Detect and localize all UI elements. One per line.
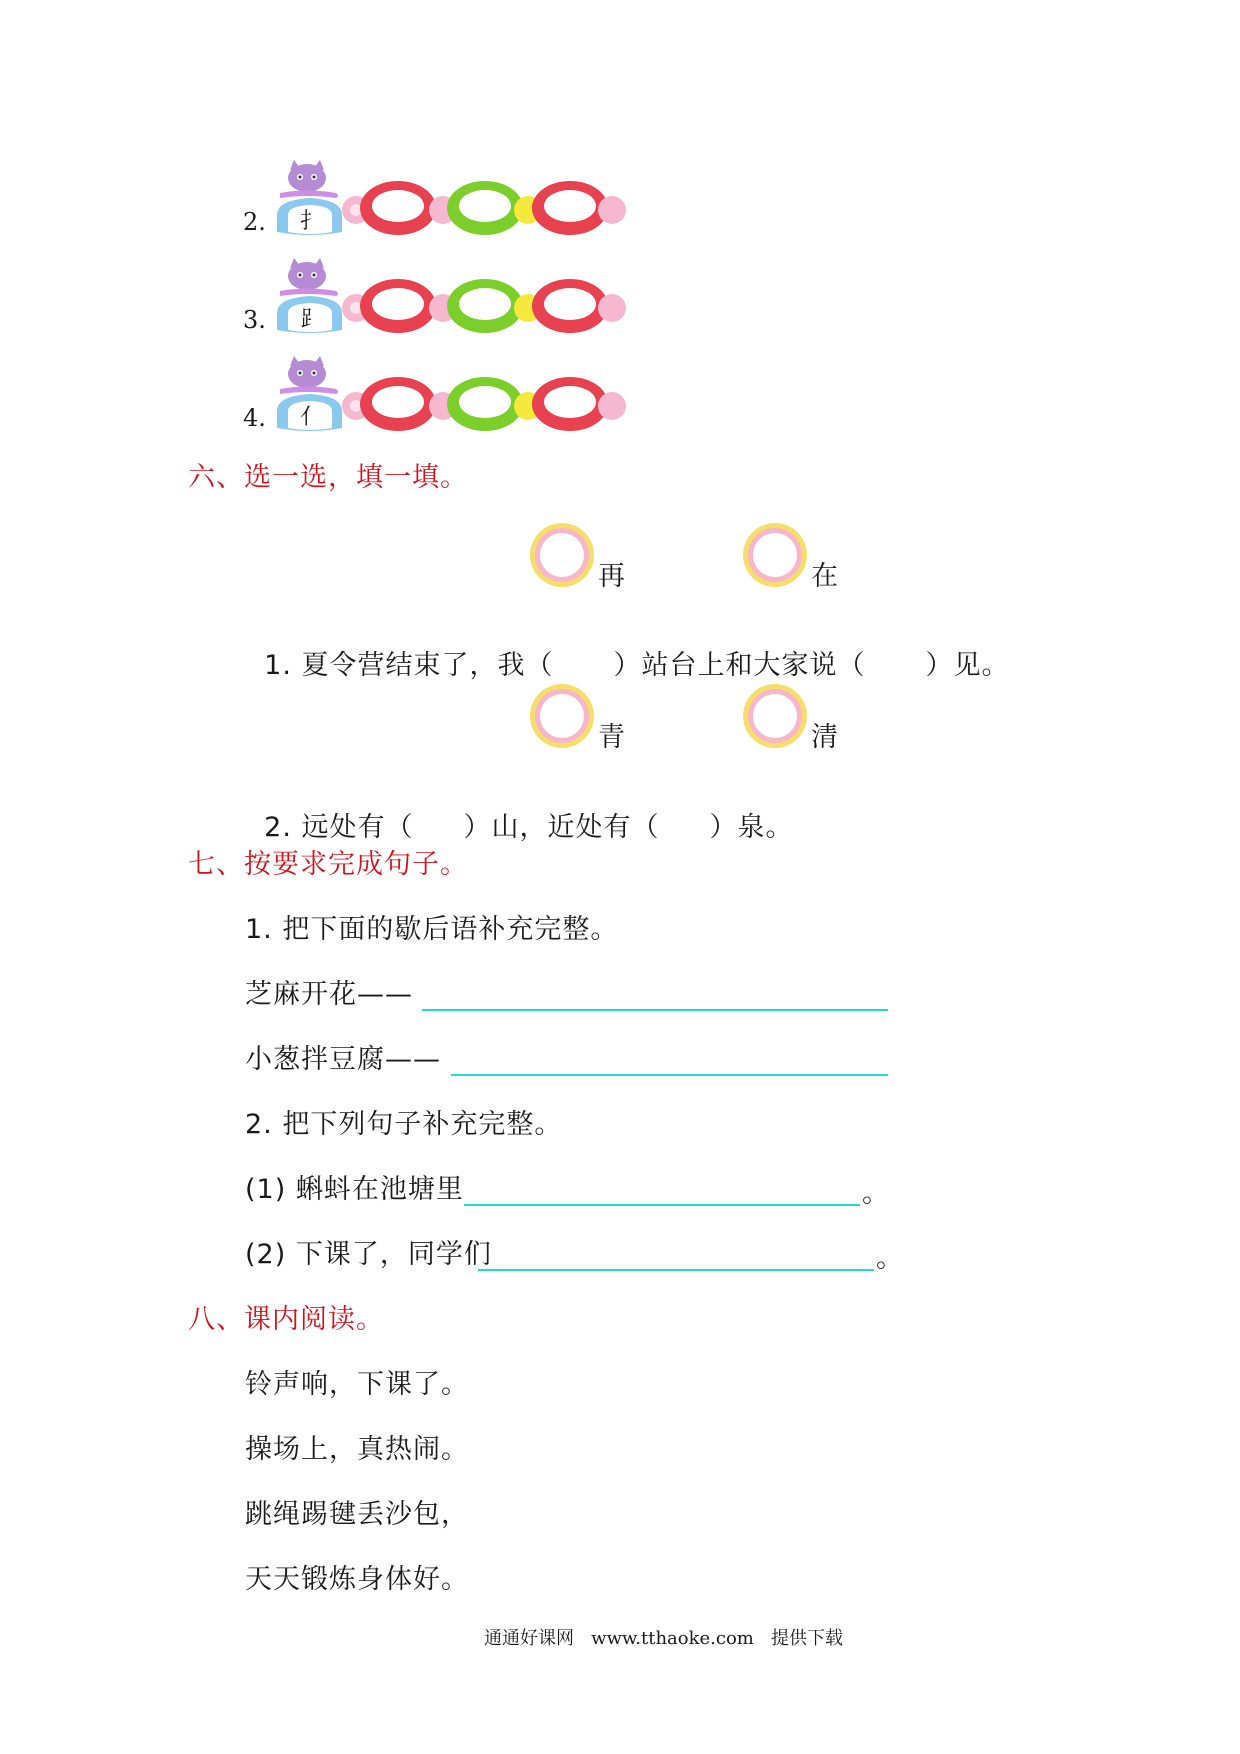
sentence-prompt: (1) 蝌蚪在池塘里 (245, 1174, 464, 1205)
red-carrot-shape (360, 377, 436, 431)
carrot-row-graphic (270, 356, 630, 436)
sentence-part: ）泉。 (709, 812, 794, 843)
sunflower-icon (740, 520, 810, 590)
sentence-part: ）见。 (925, 650, 1010, 681)
sunflower-icon (527, 681, 597, 751)
sunflower-icon (527, 520, 597, 590)
green-carrot-shape (447, 377, 523, 431)
radical-label: 扌 (300, 209, 323, 234)
choice-character: 青 (598, 722, 625, 753)
answer-line[interactable] (464, 1204, 860, 1206)
question-number: 4. (243, 404, 266, 432)
fill-in-sentence (245, 625, 1010, 679)
section-heading: 六、选一选，填一填。 (188, 462, 468, 493)
sentence-part: ）站台上和大家说（ (613, 650, 866, 681)
footer-text: 通通好课网 www.tthaoke.com 提供下载 (484, 1628, 844, 1649)
question-title: 1. 把下面的歇后语补充完整。 (245, 914, 619, 945)
green-carrot-shape (447, 279, 523, 333)
reading-line: 铃声响，下课了。 (245, 1369, 469, 1400)
question-number: 3. (243, 306, 266, 334)
reading-line: 跳绳踢毽丢沙包， (245, 1499, 469, 1530)
answer-line[interactable] (422, 1009, 888, 1011)
idiom-prompt: 小葱拌豆腐—— (245, 1044, 441, 1075)
red-carrot-shape (532, 181, 608, 235)
question-number: 2. (243, 208, 266, 236)
sentence-part: ）山，近处有（ (463, 812, 660, 843)
fill-in-sentence (245, 787, 794, 841)
reading-line: 天天锻炼身体好。 (245, 1564, 469, 1595)
idiom-prompt: 芝麻开花—— (245, 979, 413, 1010)
sentence-part: 1. 夏令营结束了，我（ (264, 650, 554, 681)
pink-flower-icon (598, 196, 626, 224)
period-mark: 。 (862, 1178, 890, 1209)
period-mark: 。 (876, 1243, 904, 1274)
answer-line[interactable] (478, 1269, 874, 1271)
choice-character: 在 (811, 561, 838, 592)
pink-flower-icon (598, 294, 626, 322)
carrot-row-graphic (270, 160, 630, 240)
pink-flower-icon (598, 392, 626, 420)
reading-line: 操场上，真热闹。 (245, 1434, 469, 1465)
choice-character: 清 (811, 722, 838, 753)
radical-label: ⻊ (300, 307, 323, 332)
green-carrot-shape (447, 181, 523, 235)
question-title: 2. 把下列句子补充完整。 (245, 1109, 563, 1140)
red-carrot-shape (360, 181, 436, 235)
carrot-row-graphic (270, 258, 630, 338)
sentence-prompt: (2) 下课了，同学们 (245, 1239, 492, 1270)
red-carrot-shape (532, 377, 608, 431)
sentence-part: 2. 远处有（ (264, 812, 414, 843)
answer-line[interactable] (451, 1074, 888, 1076)
red-carrot-shape (360, 279, 436, 333)
sunflower-icon (740, 681, 810, 751)
section-heading: 七、按要求完成句子。 (188, 849, 468, 880)
red-carrot-shape (532, 279, 608, 333)
choice-character: 再 (598, 561, 625, 592)
radical-label: 亻 (300, 405, 323, 430)
section-heading: 八、课内阅读。 (188, 1304, 384, 1335)
